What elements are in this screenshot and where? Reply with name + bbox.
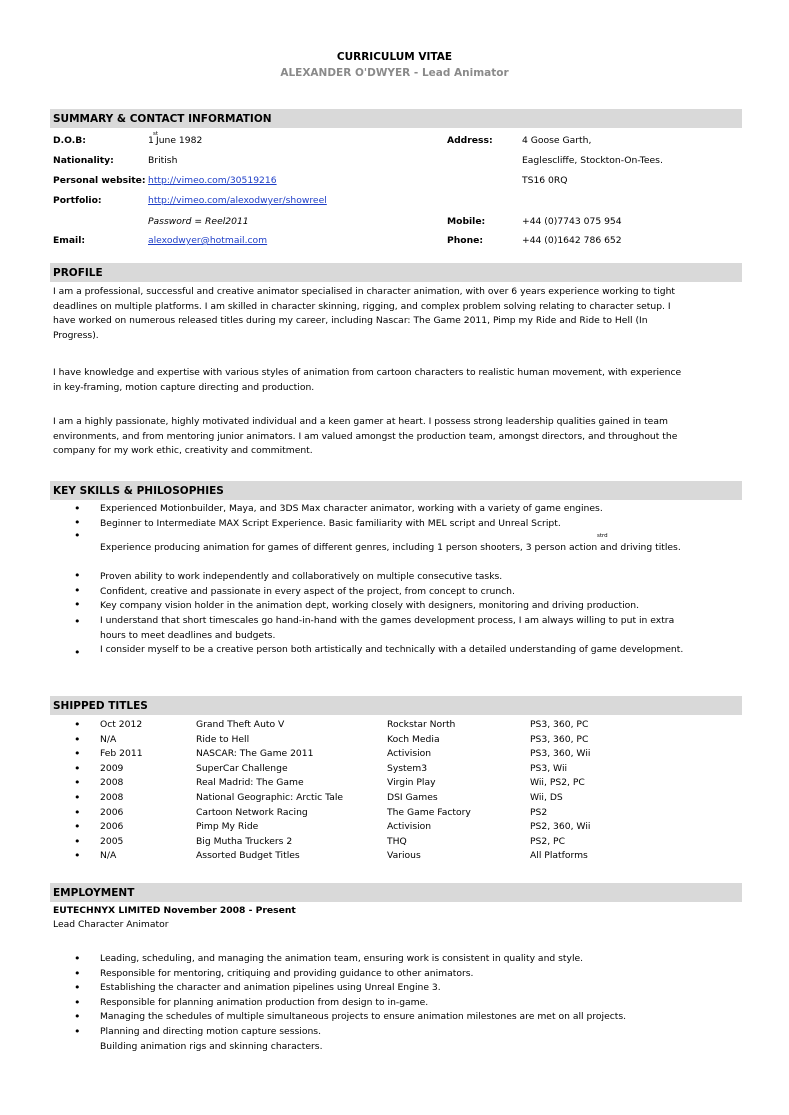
email-link[interactable]: alexodwyer@hotmail.com: [148, 235, 268, 246]
title-platforms-cell: PS2: [530, 806, 548, 818]
title-studio-cell: Koch Media: [387, 733, 440, 745]
bullet-icon: •: [74, 1025, 81, 1038]
duty-item: Leading, scheduling, and managing the animation team, ensuring work is consistent in quality and style.: [100, 953, 584, 964]
title-platforms-cell: PS3, 360, Wii: [530, 748, 591, 760]
address-line-2: Eaglescliffe, Stockton-On-Tees.: [522, 155, 663, 166]
nationality-label: Nationality:: [53, 155, 114, 166]
document-title: CURRICULUM VITAE: [336, 51, 453, 63]
address-label: Address:: [447, 135, 493, 146]
title-date-cell: 2008: [100, 777, 124, 789]
portfolio-label: Portfolio:: [53, 195, 102, 206]
title-studio-cell: DSI Games: [387, 792, 438, 803]
title-date-cell: 2006: [100, 821, 124, 833]
skill-item: I understand that short timescales go hand-in-hand with the games development process, I am always willing to put in extra hours to meet deadlines and budgets.: [100, 615, 675, 641]
bullet-icon: •: [74, 584, 81, 597]
profile-paragraph-2: I have knowledge and expertise with various styles of animation from cartoon characters to realistic human movement, with experience in key-framing, motion capture directing and production.: [53, 367, 682, 393]
title-platforms-cell: PS2, 360, Wii: [530, 821, 591, 833]
dob-label: D.O.B:: [53, 135, 86, 146]
bullet-icon: •: [74, 761, 81, 775]
bullet-icon: •: [74, 966, 81, 980]
title-date-cell: Feb 2011: [100, 748, 143, 760]
profile-paragraph-3: I am a highly passionate, highly motivated individual and a keen gamer at heart. I possess strong leadership qualities gained in team environments, and from mentoring junior animators. I am valued amongst the production team, amongst directors, and throughout the company for my work ethic, creativity and commitment.: [53, 416, 678, 456]
skill-item: Confident, creative and passionate in every aspect of the project, from concept to crunch.: [100, 586, 515, 597]
title-platforms-cell: PS3, 360, PC: [530, 733, 589, 745]
bullet-icon: •: [74, 529, 81, 542]
title-platforms-cell: Wii, DS: [530, 792, 563, 803]
document-subtitle: ALEXANDER O'DWYER - Lead Animator: [280, 67, 509, 79]
title-studio-cell: The Game Factory: [387, 806, 471, 818]
website-label: Personal website:: [53, 175, 146, 186]
title-platforms-cell: All Platforms: [530, 850, 588, 862]
address-postcode: TS16 0RQ: [522, 175, 568, 186]
section-header-skills: KEY SKILLS & PHILOSOPHIES: [50, 481, 742, 500]
title-platforms-cell: PS2, PC: [530, 835, 566, 847]
title-platforms-cell: PS3, Wii: [530, 762, 568, 774]
dob-value: June 1982: [156, 135, 203, 146]
dob-day: 1: [148, 135, 154, 146]
title-game-cell: Pimp My Ride: [196, 821, 259, 833]
title-game-cell: Cartoon Network Racing: [196, 806, 308, 818]
title-game-cell: Real Madrid: The Game: [196, 777, 304, 789]
skill-item: Key company vision holder in the animation dept, working closely with designers, monitoring and driving production.: [100, 600, 640, 611]
bullet-icon: •: [74, 646, 81, 659]
employer-heading: EUTECHNYX LIMITED November 2008 - Present: [53, 905, 296, 916]
title-date-cell: 2005: [100, 835, 124, 847]
title-studio-cell: Virgin Play: [387, 777, 436, 789]
bullet-icon: •: [74, 776, 81, 790]
title-game-cell: National Geographic: Arctic Tale: [196, 792, 344, 803]
title-date-cell: Oct 2012: [100, 719, 143, 730]
duty-item: Responsible for planning animation production from design to in-game.: [100, 996, 429, 1008]
title-game-cell: SuperCar Challenge: [196, 762, 288, 774]
skill-item: Experienced Motionbuilder, Maya, and 3DS Max character animator, working with a variety of game engines.: [100, 503, 603, 514]
email-label: Email:: [53, 235, 86, 246]
title-game-cell: NASCAR: The Game 2011: [196, 748, 314, 760]
section-header-summary: SUMMARY & CONTACT INFORMATION: [50, 109, 742, 128]
bullet-icon: •: [74, 747, 81, 761]
bullet-icon: •: [74, 791, 81, 804]
profile-paragraph-1: I am a professional, successful and creative animator specialised in character animation, with over 6 years experience working to tight deadlines on multiple platforms. I am skilled in character skinning, rigging, and complex problem solving relating to character setup. I have worked on numerous released titles during my career, including Nascar: The Game 2011, Pimp my Ride and Ride to Hell (In Progress).: [53, 286, 676, 341]
password-text: Password = Reel2011: [148, 216, 249, 227]
bullet-icon: •: [74, 820, 81, 834]
title-date-cell: N/A: [100, 850, 117, 862]
duty-item: Establishing the character and animation pipelines using Unreal Engine 3.: [100, 982, 441, 994]
duty-item: Planning and directing motion capture sessions.: [100, 1026, 321, 1037]
section-header-employment: EMPLOYMENT: [50, 883, 742, 902]
website-link[interactable]: http://vimeo.com/30519216: [148, 175, 277, 186]
title-studio-cell: Rockstar North: [387, 719, 456, 730]
skill-superscript: strd: [597, 533, 608, 539]
title-studio-cell: THQ: [387, 835, 407, 847]
title-game-cell: Ride to Hell: [196, 733, 250, 745]
title-studio-cell: Various: [387, 850, 421, 862]
title-date-cell: 2009: [100, 762, 124, 774]
phone-label: Phone:: [447, 235, 484, 246]
bullet-icon: •: [74, 516, 81, 529]
section-header-profile: PROFILE: [50, 263, 742, 282]
duty-item: Responsible for mentoring, critiquing and providing guidance to other animators.: [100, 967, 474, 979]
skill-item: Beginner to Intermediate MAX Script Experience. Basic familiarity with MEL script and Unreal Script.: [100, 518, 561, 529]
skill-item: Proven ability to work independently and collaboratively on multiple consecutive tasks.: [100, 571, 503, 582]
bullet-icon: •: [74, 502, 81, 515]
nationality-value: British: [148, 155, 178, 166]
mobile-value: +44 (0)7743 075 954: [522, 216, 622, 227]
bullet-icon: •: [74, 952, 81, 965]
title-date-cell: 2008: [100, 792, 124, 803]
title-platforms-cell: Wii, PS2, PC: [530, 777, 585, 789]
bullet-icon: •: [74, 569, 81, 582]
bullet-icon: •: [74, 834, 81, 848]
bullet-icon: •: [74, 849, 81, 863]
title-studio-cell: System3: [387, 762, 428, 774]
title-game-cell: Assorted Budget Titles: [196, 850, 300, 862]
bullet-icon: •: [74, 598, 81, 611]
phone-value: +44 (0)1642 786 652: [522, 235, 622, 246]
dob-superscript: st: [153, 131, 159, 137]
skill-item: I consider myself to be a creative person both artistically and technically with a detailed understanding of game development.: [100, 644, 684, 655]
title-date-cell: N/A: [100, 733, 117, 745]
bullet-icon: •: [74, 732, 81, 746]
bullet-icon: •: [74, 718, 81, 731]
title-date-cell: 2006: [100, 806, 124, 818]
bullet-icon: •: [74, 1010, 81, 1024]
portfolio-link[interactable]: http://vimeo.com/alexodwyer/showreel: [148, 195, 327, 206]
title-game-cell: Big Mutha Truckers 2: [196, 835, 293, 847]
title-platforms-cell: PS3, 360, PC: [530, 719, 589, 730]
bullet-icon: •: [74, 805, 81, 819]
duty-item: Building animation rigs and skinning characters.: [100, 1040, 323, 1052]
job-role: Lead Character Animator: [53, 919, 169, 930]
bullet-icon: •: [74, 981, 81, 995]
address-line-1: 4 Goose Garth,: [522, 135, 592, 146]
duty-item: Managing the schedules of multiple simultaneous projects to ensure animation milestones are met on all projects.: [100, 1011, 627, 1023]
mobile-label: Mobile:: [447, 216, 486, 227]
skill-item: Experience producing animation for games of different genres, including 1 person shooters, 3 person action and driving titles.: [100, 542, 681, 553]
bullet-icon: •: [74, 615, 81, 628]
bullet-icon: •: [74, 995, 81, 1009]
title-game-cell: Grand Theft Auto V: [196, 719, 285, 730]
title-studio-cell: Activision: [387, 748, 432, 760]
section-header-shipped: SHIPPED TITLES: [50, 696, 742, 715]
title-studio-cell: Activision: [387, 821, 432, 833]
